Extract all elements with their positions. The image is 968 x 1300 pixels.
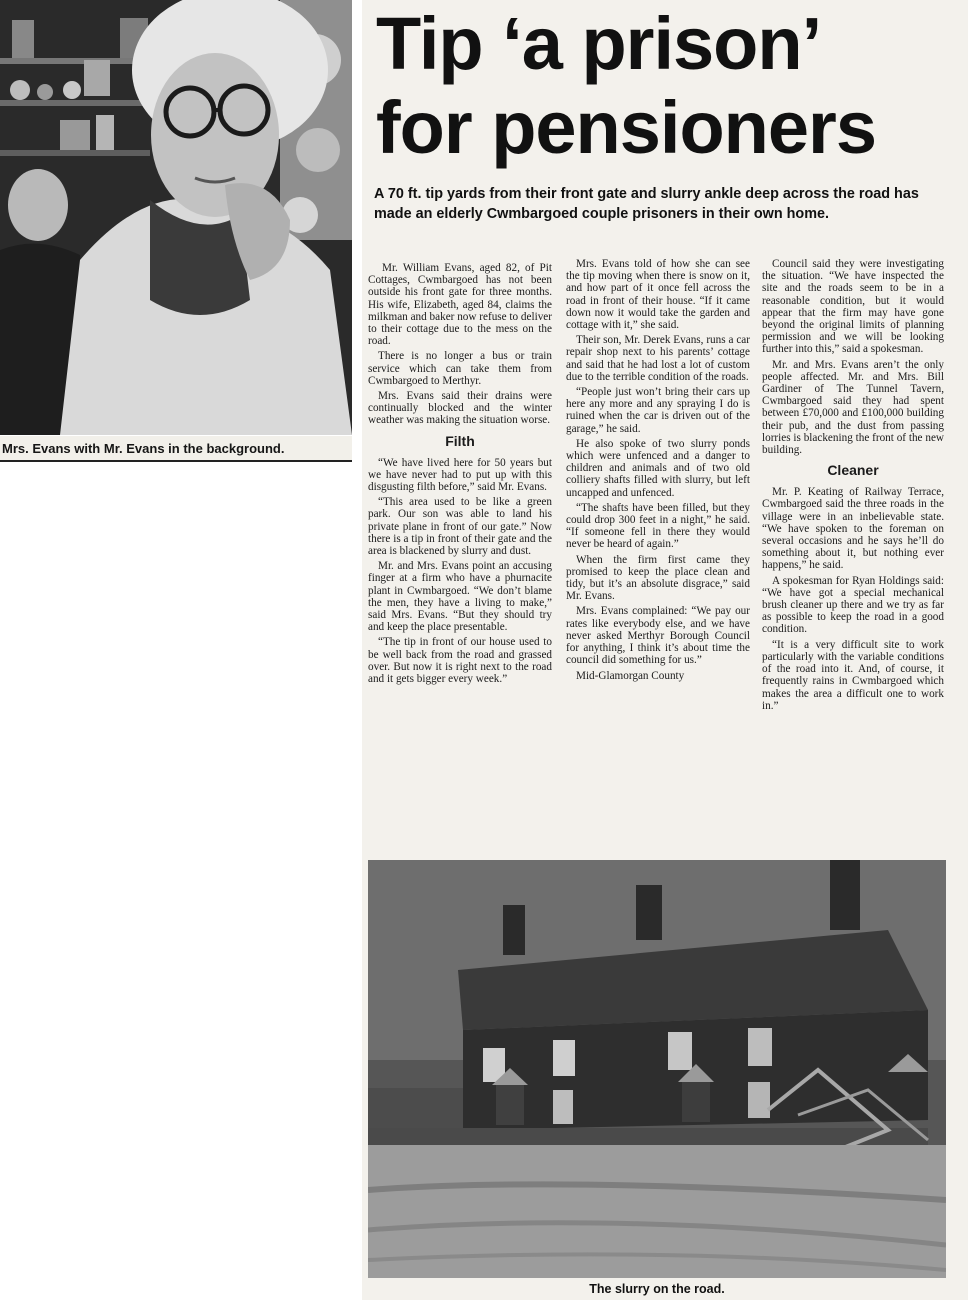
paragraph: Mr. P. Keating of Railway Terrace, Cwmbargoed said the three roads in the village were in an inbelievable state. “We have spoken to the foreman on several occasions and he says he’ll do something about it, but nothing ever happens,” he said.	[762, 486, 944, 572]
column-1	[368, 262, 552, 852]
cottages-illustration	[368, 860, 946, 1278]
standfirst: A 70 ft. tip yards from their front gate and slurry ankle deep across the road has made an elderly Cwmbargoed couple prisoners in their own home.	[374, 186, 919, 222]
portrait-illustration	[0, 0, 352, 435]
paragraph: When the firm first came they promised to keep the place clean and tidy, but it’s an absolute disgrace,” said Mr. Evans.	[566, 553, 750, 603]
paragraph: Mr. and Mrs. Evans point an accusing finger at a firm who have a phurnacite plant in Cwmbargoed. “We don’t blame the men, they have a living to make,” said Mrs. Evans. “But they should try and keep the place presentable.	[368, 560, 552, 634]
left-photo-caption: Mrs. Evans with Mr. Evans in the background.	[0, 436, 352, 462]
paragraph: Mrs. Evans said their drains were continually blocked and the winter weather was making the situation worse.	[368, 390, 552, 427]
paragraph: “We have lived here for 50 years but we have never had to put up with this disgusting filth before,” said Mr. Evans.	[368, 456, 552, 494]
paragraph: Mrs. Evans told of how she can see the tip moving when there is snow on it, and how part of it once fell across the road in front of their house. “If it came down now it would take the garden and cottage with it,” she said.	[566, 258, 750, 332]
headline	[376, 2, 956, 170]
paragraph: “The tip in front of our house used to be well back from the road and grassed over. But now it is right next to the road and it gets bigger every week.”	[368, 636, 552, 686]
paragraph: Council said they were investigating the situation. “We have inspected the site and the roads seem to be in a reasonable condition, but it would appear that the firm may have gone beyond the original limits of planning permission and we will be looking further into this,” said a spokesman.	[762, 258, 944, 356]
article	[362, 0, 968, 1300]
paragraph: “The shafts have been filled, but they could drop 300 feet in a night,” he said. “If someone fell in there they would never be heard of again.”	[566, 501, 750, 551]
headline-line-2: for pensioners	[376, 86, 876, 169]
paragraph: “This area used to be like a green park. Our son was able to land his private plane in front of our gate.” Now there is a tip in front of their gate and the area is blackened by slurry and dust.	[368, 496, 552, 558]
column-2	[566, 258, 750, 856]
subhead-cleaner: Cleaner	[827, 462, 879, 479]
paragraph: Mid-Glamorgan County	[576, 669, 685, 682]
subhead-filth: Filth	[445, 432, 475, 449]
paragraph: Mr. and Mrs. Evans aren’t the only people affected. Mr. and Mrs. Bill Gardiner of The Tunnel Tavern, Cwmbargoed said they had spent between £70,000 and £100,000 building their pub, and the dust from passing lorries is blackening the front of the new building.	[762, 358, 944, 457]
paragraph: There is no longer a bus or train service which can take them from Cwmbargoed to Merthyr.	[368, 350, 552, 387]
column-3	[762, 258, 944, 856]
paragraph: Their son, Mr. Derek Evans, runs a car repair shop next to his parents’ cottage and said that he had lost a lot of custom due to the terrible condition of the roads.	[566, 334, 750, 383]
paragraph: Mr. William Evans, aged 82, of Pit Cottages, Cwmbargoed has not been outside his front gate for three months. His wife, Elizabeth, aged 84, claims the milkman and baker now refuse to deliver to their cottage due to the mess on the road.	[368, 262, 552, 348]
photo-cottages-slurry	[368, 860, 946, 1278]
paragraph: “People just won’t bring their cars up here any more and any spraying I do is ruined when the car is driven out of the garage,” he said.	[566, 386, 750, 435]
bottom-photo-caption: The slurry on the road.	[589, 1282, 725, 1296]
paragraph: “It is a very difficult site to work particularly with the variable conditions of the road into it. And, of course, it frequently rains in Cwmbargoed which makes the area a difficult one to work in.”	[762, 638, 944, 712]
headline-line-1: Tip ‘a prison’	[376, 2, 822, 85]
paragraph: Mrs. Evans complained: “We pay our rates like everybody else, and we have never asked Merthyr Borough Council for anything, I think it’s about time the council did something for us.”	[566, 605, 750, 667]
paragraph: A spokesman for Ryan Holdings said: “We have got a special mechanical brush cleaner up there and we try as far as possible to keep the road in a good condition.	[762, 574, 944, 636]
paragraph: He also spoke of two slurry ponds which were unfenced and a danger to children and animals and of two old colliery shafts filled with slurry, but left uncapped and unfenced.	[566, 437, 750, 499]
photo-mrs-evans	[0, 0, 352, 435]
